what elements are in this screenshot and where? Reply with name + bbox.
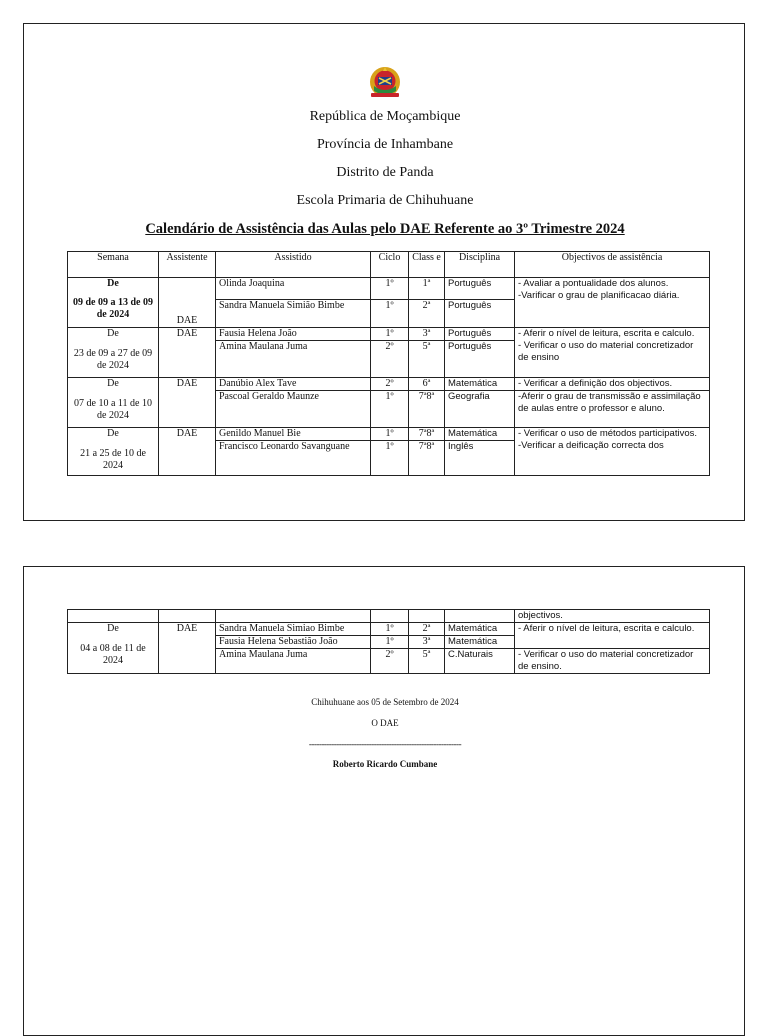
ciclo-cell: 1º <box>371 328 409 341</box>
signatory-name: Roberto Ricardo Cumbane <box>332 759 438 769</box>
assistido-cell: Amina Maulana Juma <box>216 341 371 378</box>
column-header: Assistente <box>159 252 216 278</box>
ciclo-cell: 1º <box>371 441 409 476</box>
assistido-cell: Fausia Helena Sebastião João <box>216 636 371 649</box>
assistant-cell: DAE <box>159 278 216 328</box>
disciplina-cell: Matemática <box>445 636 515 649</box>
assistido-cell: Amina Maulana Juma <box>216 649 371 674</box>
assistido-cell: Sandra Manuela Simiao Bimbe <box>216 623 371 636</box>
ciclo-cell: 2º <box>371 378 409 391</box>
week-period: 09 de 09 a 13 de 09 de 2024 <box>73 297 153 320</box>
assistant-cell: DAE <box>159 378 216 428</box>
week-cell: De 07 de 10 a 11 de 10 de 2024 <box>68 378 159 428</box>
objectives-cell: - Aferir o nível de leitura, escrita e calculo. <box>515 623 710 649</box>
disciplina-cell: Português <box>445 341 515 378</box>
week-period: 23 de 09 a 27 de 09 de 2024 <box>73 348 153 371</box>
week-cell: De 21 a 25 de 10 de 2024 <box>68 428 159 476</box>
assistance-calendar-table <box>67 251 710 476</box>
assistance-calendar-table-continued <box>67 609 710 674</box>
disciplina-cell: Matemática <box>445 623 515 636</box>
header-republic: República de Moçambique <box>309 109 461 124</box>
assistido-cell: Francisco Leonardo Savanguane <box>216 441 371 476</box>
header-province: Província de Inhambane <box>316 137 454 152</box>
ciclo-cell: 1º <box>371 391 409 428</box>
signatory-role: O DAE <box>371 718 399 728</box>
document-page-1 <box>23 23 745 521</box>
assistido-cell: Genildo Manuel Bie <box>216 428 371 441</box>
disciplina-cell: Português <box>445 278 515 300</box>
mozambique-emblem-icon <box>366 64 404 100</box>
classe-cell: 6ª <box>409 378 445 391</box>
objectives-cell: objectivos. <box>515 610 710 623</box>
classe-cell: 2ª <box>409 623 445 636</box>
classe-cell: 7ª8ª <box>409 441 445 476</box>
objectives-cell: - Verificar o uso do material concretizador de ensino. <box>515 649 710 674</box>
objectives-cell: - Verificar a definição dos objectivos. <box>515 378 710 391</box>
table-row <box>68 378 710 391</box>
disciplina-cell: Português <box>445 300 515 328</box>
week-cell: De 09 de 09 a 13 de 09 de 2024 <box>68 278 159 328</box>
disciplina-cell: Matemática <box>445 378 515 391</box>
classe-cell: 1ª <box>409 278 445 300</box>
assistido-cell: Fausia Helena João <box>216 328 371 341</box>
ciclo-cell: 2º <box>371 341 409 378</box>
classe-cell: 7ª8ª <box>409 391 445 428</box>
objectives-cell: -Aferir o grau de transmissão e assimilação de aulas entre o professor e aluno. <box>515 391 710 428</box>
ciclo-cell: 1º <box>371 428 409 441</box>
table-row <box>68 328 710 341</box>
disciplina-cell: Inglês <box>445 441 515 476</box>
ciclo-cell: 1º <box>371 623 409 636</box>
column-header: Ciclo <box>371 252 409 278</box>
disciplina-cell: Português <box>445 328 515 341</box>
table-row <box>68 428 710 441</box>
table-row <box>68 278 710 300</box>
header-school: Escola Primaria de Chihuhuane <box>296 193 474 208</box>
column-header: Class e <box>409 252 445 278</box>
table-row <box>68 610 710 623</box>
ciclo-cell: 1º <box>371 300 409 328</box>
classe-cell: 3ª <box>409 636 445 649</box>
ciclo-cell: 1º <box>371 636 409 649</box>
column-header: Disciplina <box>445 252 515 278</box>
week-cell: De 23 de 09 a 27 de 09 de 2024 <box>68 328 159 378</box>
week-cell: De 04 a 08 de 11 de 2024 <box>68 623 159 674</box>
column-header: Semana <box>68 252 159 278</box>
assistido-cell: Pascoal Geraldo Maunze <box>216 391 371 428</box>
assistido-cell: Olinda Joaquina <box>216 278 371 300</box>
week-period: 04 a 08 de 11 de 2024 <box>80 643 146 666</box>
disciplina-cell: C.Naturais <box>445 649 515 674</box>
classe-cell: 3ª <box>409 328 445 341</box>
classe-cell: 5ª <box>409 341 445 378</box>
classe-cell: 2ª <box>409 300 445 328</box>
ciclo-cell: 2º <box>371 649 409 674</box>
table-header-row <box>68 252 710 278</box>
header-district: Distrito de Panda <box>336 165 434 180</box>
classe-cell: 5ª <box>409 649 445 674</box>
disciplina-cell: Matemática <box>445 428 515 441</box>
column-header: Assistido <box>216 252 371 278</box>
objectives-cell: - Verificar o uso de métodos participativos. -Verificar a deificação correcta dos <box>515 428 710 476</box>
objectives-cell: - Avaliar a pontualidade dos alunos. -Varificar o grau de planificacao diária. <box>515 278 710 328</box>
week-period: 21 a 25 de 10 de 2024 <box>80 448 146 471</box>
assistant-cell: DAE <box>159 428 216 476</box>
document-title: Calendário de Assistência das Aulas pelo DAE Referente ao 3º Trimestre 2024 <box>145 221 625 237</box>
assistant-cell: DAE <box>159 623 216 674</box>
signature-line: ------------------------------------------------------------- <box>308 739 462 749</box>
assistido-cell: Sandra Manuela Simião Bimbe <box>216 300 371 328</box>
document-page-2 <box>23 566 745 1036</box>
place-date: Chihuhuane aos 05 de Setembro de 2024 <box>311 697 459 707</box>
disciplina-cell: Geografia <box>445 391 515 428</box>
objectives-cell: - Aferir o nível de leitura, escrita e calculo. - Verificar o uso do material concretizador de ensino <box>515 328 710 378</box>
assistido-cell: Danúbio Alex Tave <box>216 378 371 391</box>
week-period: 07 de 10 a 11 de 10 de 2024 <box>74 398 152 421</box>
column-header: Objectivos de assistência <box>515 252 710 278</box>
table-row <box>68 623 710 636</box>
classe-cell: 7ª8ª <box>409 428 445 441</box>
ciclo-cell: 1º <box>371 278 409 300</box>
assistant-cell: DAE <box>159 328 216 378</box>
